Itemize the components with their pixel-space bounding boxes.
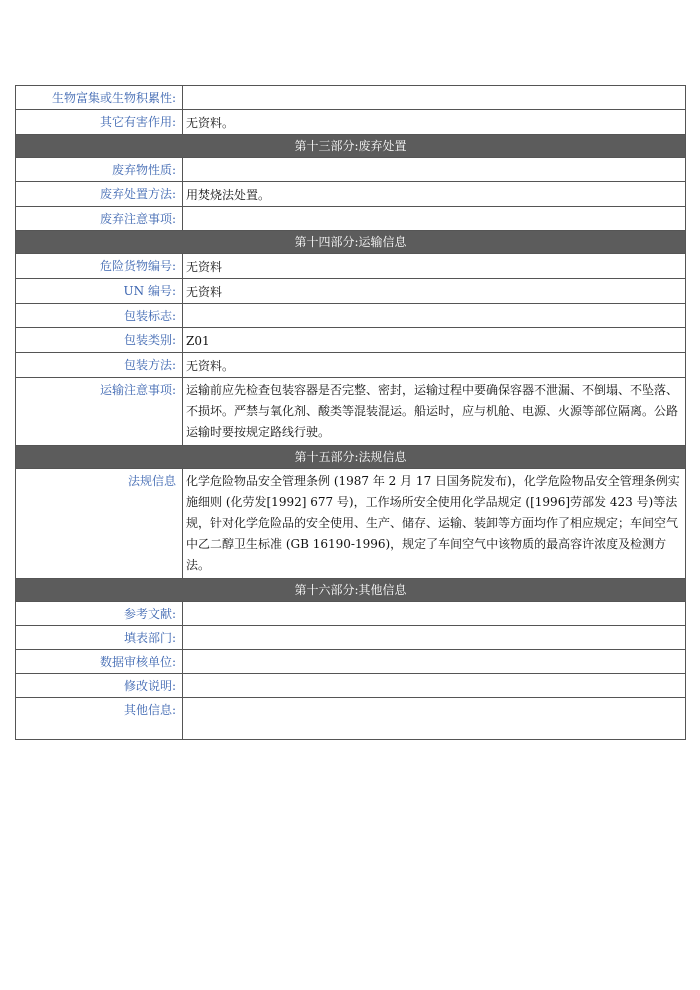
field-row <box>16 626 686 650</box>
field-value <box>183 626 686 650</box>
field-label: 废弃注意事项: <box>16 207 183 231</box>
field-label: 包装方法: <box>16 353 183 378</box>
field-value <box>183 86 686 110</box>
field-value: 无资料。 <box>183 353 686 378</box>
field-row <box>16 86 686 110</box>
field-value <box>183 602 686 626</box>
field-label: 填表部门: <box>16 626 183 650</box>
field-label: 数据审核单位: <box>16 650 183 674</box>
field-row <box>16 304 686 328</box>
field-row <box>16 158 686 182</box>
field-label: 参考文献: <box>16 602 183 626</box>
section-title: 第十五部分:法规信息 <box>16 446 686 469</box>
field-row <box>16 353 686 378</box>
field-value <box>183 650 686 674</box>
field-label: 废弃物性质: <box>16 158 183 182</box>
field-row <box>16 602 686 626</box>
field-row <box>16 279 686 304</box>
field-row <box>16 328 686 353</box>
section-header-row <box>16 135 686 158</box>
msds-table <box>15 85 686 740</box>
field-label: 其它有害作用: <box>16 110 183 135</box>
field-label: 其他信息: <box>16 698 183 740</box>
field-row <box>16 469 686 579</box>
section-header-row <box>16 579 686 602</box>
field-row <box>16 207 686 231</box>
field-row <box>16 182 686 207</box>
field-value: 运输前应先检查包装容器是否完整、密封，运输过程中要确保容器不泄漏、不倒塌、不坠落、不损坏。严禁与氧化剂、酸类等混装混运。船运时，应与机舱、电源、火源等部位隔离。公路运输时要按规定路线行驶。 <box>183 378 686 446</box>
field-label: 包装类别: <box>16 328 183 353</box>
field-row <box>16 674 686 698</box>
section-title: 第十六部分:其他信息 <box>16 579 686 602</box>
field-value: 无资料。 <box>183 110 686 135</box>
field-label: 包装标志: <box>16 304 183 328</box>
field-label: 法规信息 <box>16 469 183 579</box>
field-label: 危险货物编号: <box>16 254 183 279</box>
field-value <box>183 158 686 182</box>
field-value: 无资料 <box>183 254 686 279</box>
field-row <box>16 650 686 674</box>
field-value <box>183 304 686 328</box>
field-value: Z01 <box>183 328 686 353</box>
field-label: 修改说明: <box>16 674 183 698</box>
section-header-row <box>16 231 686 254</box>
field-value <box>183 674 686 698</box>
section-title: 第十四部分:运输信息 <box>16 231 686 254</box>
field-row <box>16 698 686 740</box>
field-row <box>16 378 686 446</box>
field-row <box>16 110 686 135</box>
field-row <box>16 254 686 279</box>
field-label: 生物富集或生物积累性: <box>16 86 183 110</box>
field-value <box>183 698 686 740</box>
field-label: 运输注意事项: <box>16 378 183 446</box>
field-label: UN 编号: <box>16 279 183 304</box>
section-header-row <box>16 446 686 469</box>
section-title: 第十三部分:废弃处置 <box>16 135 686 158</box>
field-value <box>183 207 686 231</box>
field-value: 化学危险物品安全管理条例 (1987 年 2 月 17 日国务院发布)，化学危险物品安全管理条例实施细则 (化劳发[1992] 677 号)，工作场所安全使用化学品规定 ([1996]劳部发 423 号)等法规，针对化学危险品的安全使用、生产、储存、运输、装卸等方面均作了相应规定；车间空气中乙二醇卫生标准 (GB 16190-1996)，规定了车间空气中该物质的最高容许浓度及检测方法。 <box>183 469 686 579</box>
field-value: 用焚烧法处置。 <box>183 182 686 207</box>
field-label: 废弃处置方法: <box>16 182 183 207</box>
field-value: 无资料 <box>183 279 686 304</box>
